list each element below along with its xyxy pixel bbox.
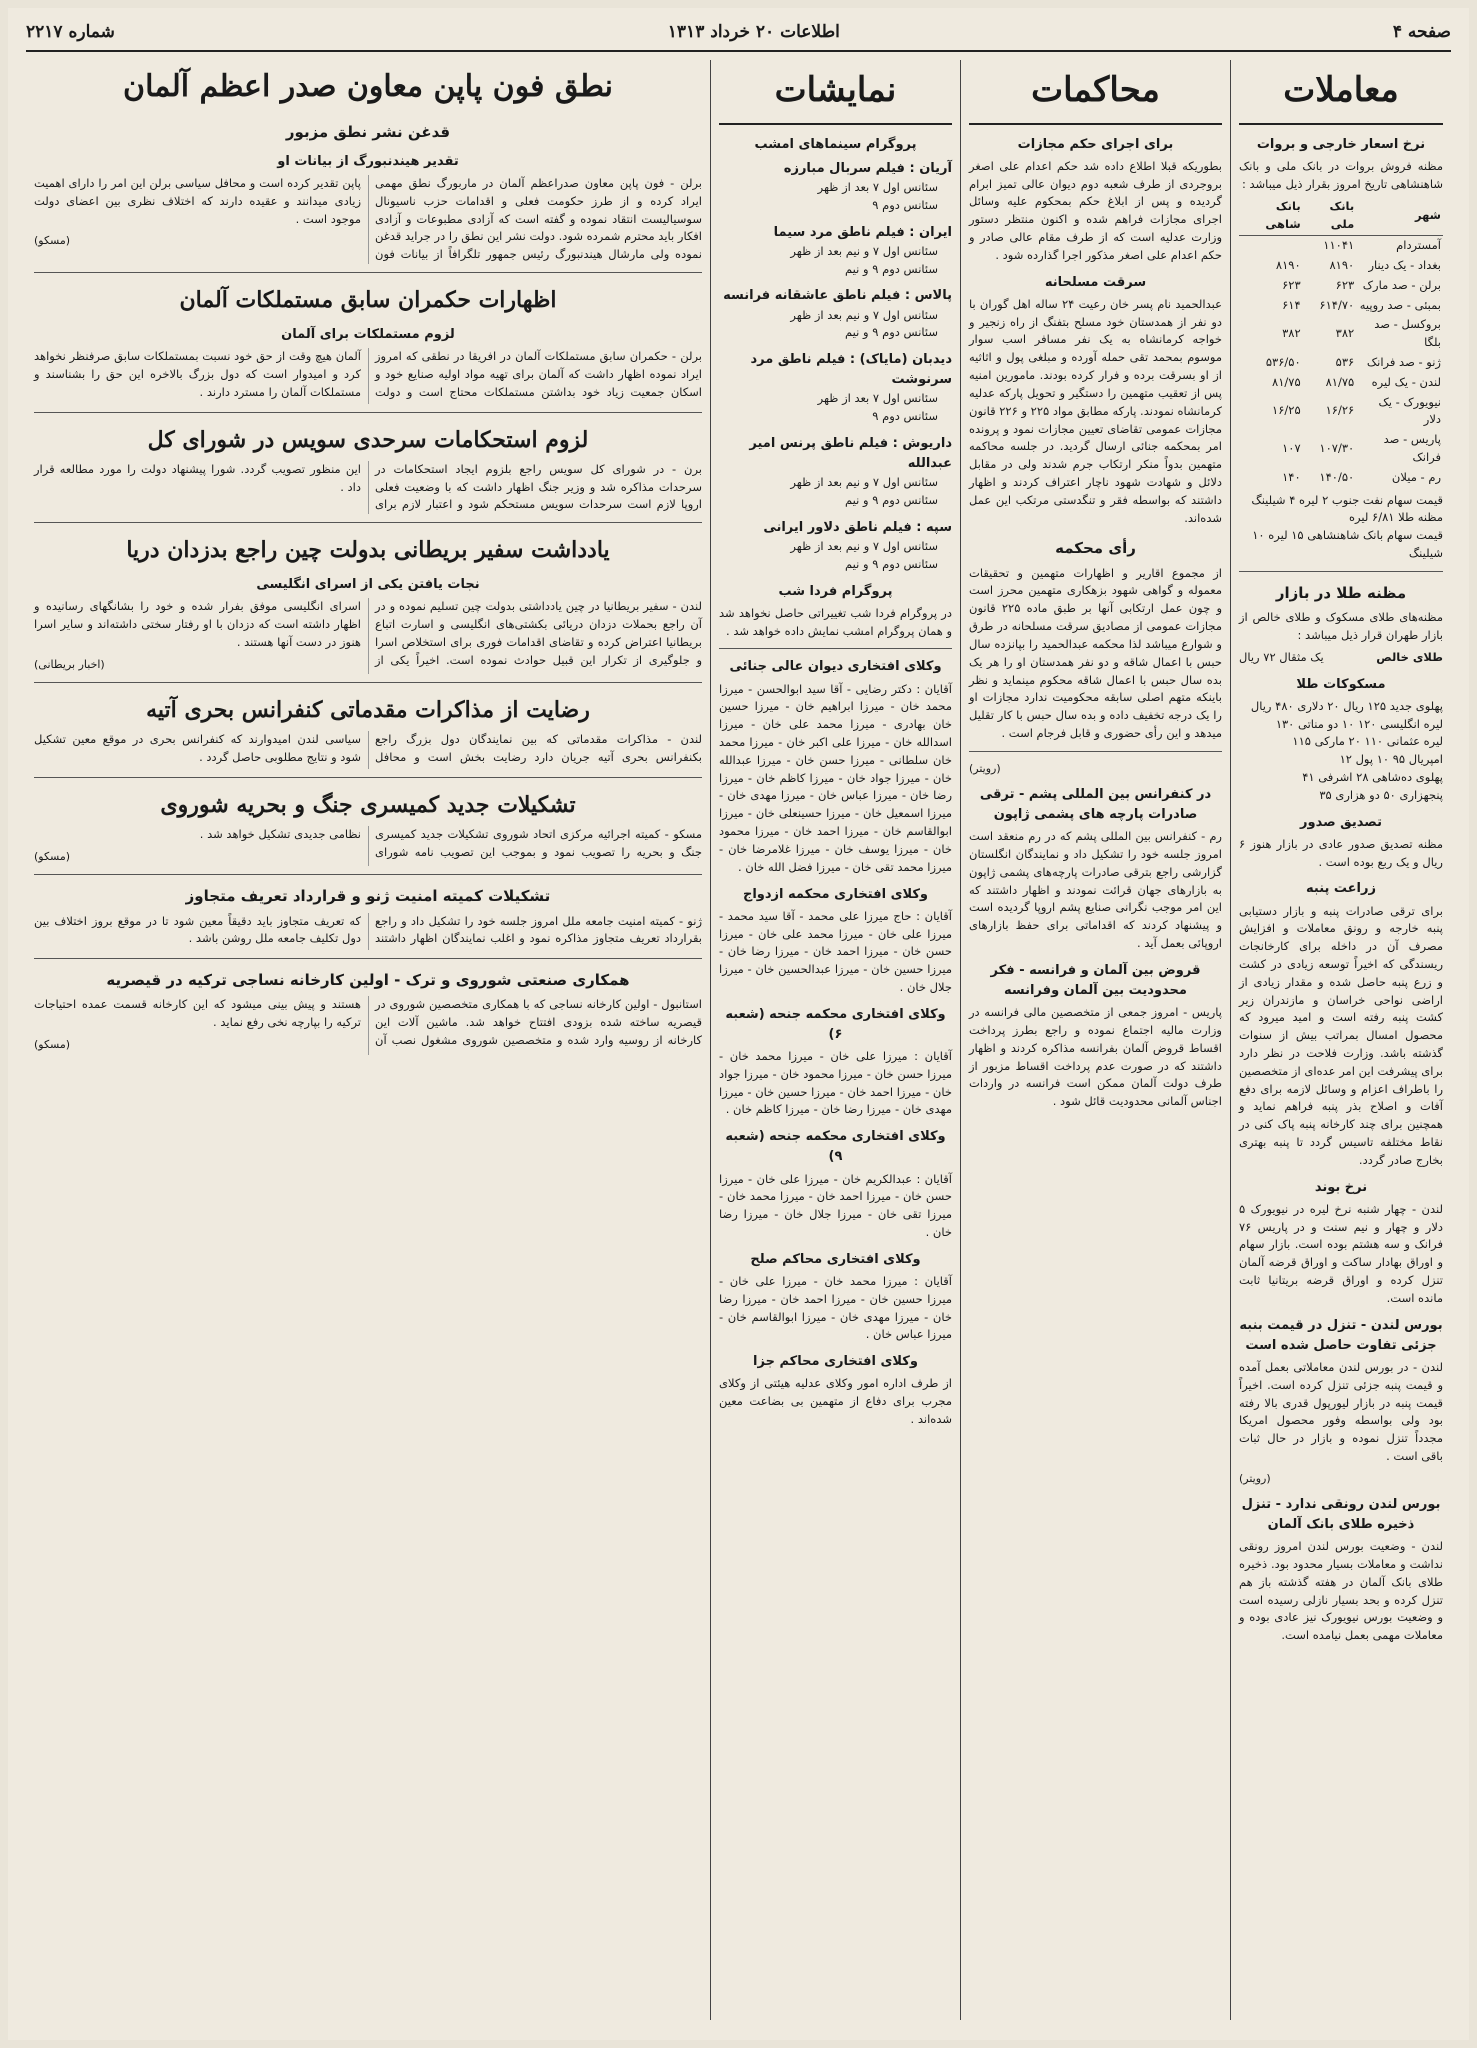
tomorrow-title: پروگرام فردا شب — [778, 583, 893, 599]
pure-gold-line: یک مثقال ۷۲ ریال — [1239, 649, 1324, 664]
colonies-sub: لزوم مستملکات برای آلمان — [281, 327, 455, 343]
naval-body — [34, 731, 702, 769]
gold-intro: مظنه‌های طلای مسکوک و طلای خالص از بازار طهران قرار ذیل میباشد : — [1239, 610, 1443, 642]
export-title: تصدیق صدور — [1300, 814, 1382, 830]
newspaper-page — [8, 8, 1469, 2040]
fx-cell: ۱۴۰ — [1282, 469, 1301, 484]
fx-cell: بغداد - یک دینار — [1368, 257, 1441, 272]
fx-cell: ۵۳۶/۵۰ — [1265, 354, 1301, 369]
commissariat-title: تشکیلات جدید کمیسری جنگ و بحریه شوروی — [160, 791, 576, 818]
bonds-text: لندن - چهار شنبه نرخ لیره در نیویورک ۵ دلار و چهار و نیم سنت و در پاریس ۷۶ فرانک و سه هشتم بوده است. بازار سهام و اوراق بهادار ساکت و اوراق قرضه آلمان تنزل کرده و اوراق قرضه بریتانیا ثابت مانده است. — [1239, 1201, 1443, 1305]
marriage-title: وکلای افتخاری محکمه ازدواج — [742, 886, 929, 902]
cinema-name: آریان : فیلم سربال مبارزه — [783, 160, 952, 176]
fx-cell: ۶۲۳ — [1335, 277, 1355, 292]
soviet-title: همکاری صنعتی شوروی و ترک - اولین کارخانه نساجی ترکیه در قیصریه — [106, 971, 630, 990]
fx-row — [1239, 315, 1443, 353]
fx-header-cell: بانک شاهی — [1239, 197, 1303, 235]
fx-cell: رم - میلان — [1391, 469, 1441, 484]
commissariat-body — [34, 826, 702, 866]
export-text: مظنه تصدیق صدور عادی در بازار هنوز ۶ ریال و یک ربع بوده است . — [1239, 836, 1443, 869]
coins-list — [1239, 698, 1443, 805]
japan-text: ژنو - کمیته امنیت جامعه ملل امروز جلسه خود را تشکیل داد و راجع بقرارداد تعریف متجاوز مذاکره نمود و اغلب نمایندگان اظهار داشتند که تعریف متجاوز باید دقیقاً معین شود تا در موقع بروز اختلاف بین دول تکلیف جامعه ملل روشن باشد . — [34, 913, 702, 946]
coin-line: لیره انگلیسی ۱۲۰ ۱۰ دو مناتی ۱۳۰ — [1275, 716, 1443, 731]
branch9-title: وکلای افتخاری محکمه جنحه (شعبه ۹) — [725, 1129, 946, 1165]
robbery-text: عبدالحمید نام پسر خان رعیت ۲۴ ساله اهل گوران با دو نفر از همدستان خود مسلح بتفنگ از راه زنجیر و خواجه کرمانشاه به یک نفر مسافر اسب سوار موسوم بمحمد تقی حمله آورده و مبلغی پول و اثاثیه از او بسرقت برده و فرار کرده بودند. مامورین امنیه پس از تعقیب متهمین را دستگیر و تحویل پارکه عدلیه کرمانشاه نمودند. پارکه مطابق مواد ۲۲۵ و ۲۲۶ قانون مجازات عمومی تقاضای تعیین مجازات نمود و پرونده امر بمحکمه جنائی ارسال گردید. در جلسه محاکمه متهمین بدواً منکر ارتکاب جرم شدند ولی در مقابل دلائل و شهادت شهود ناچار اعتراف کردند و اظهار داشتند که بواسطه فقر و تنگدستی مرتکب این عمل شده‌اند. — [969, 296, 1222, 525]
naval-title: رضایت از مذاکرات مقدماتی کنفرانس بحری آتیه — [146, 697, 590, 724]
exec-title: برای اجرای حکم مجازات — [1017, 136, 1174, 152]
column-transactions — [1231, 60, 1451, 2020]
cinema-session: سئانس اول ۷ و نیم بعد از ظهر — [790, 307, 938, 322]
wool-conf-text: رم - کنفرانس بین المللی پشم که در رم منعقد است امروز جلسه خود را تشکیل داد و نمایندگان انگلستان گزارشی راجع بترقی صادرات پارچه‌های پشمی ژاپون به بازارهای جهان قرائت نمودند و اظهار داشتند که این امر موجب نگرانی صنایع پشم اروپا گردیده است و پیشنهاد کردند که اقداماتی برای حفظ بازارهای اروپائی بعمل آید . — [969, 829, 1222, 950]
bourse-text: لندن - در بورس لندن معاملاتی بعمل آمده و قیمت پنبه جزئی تنزل کرده است. اخیراً قیمت پنبه در بازار لیورپول قدری بالا رفته بود ولی بواسطه وفور محصول امریکا مجدداً تنزل نموده و بازار در حال ثبات باقی است . — [1239, 1359, 1443, 1464]
note-text: لندن - سفیر بریطانیا در چین یادداشتی بدولت چین تسلیم نموده و در آن راجع بحملات دزدان دریائی بکشتی‌های انگلیسی و اسارت اتباع بریطانیا اعتراض کرده و تقاضای اقدامات فوری برای استخلاص اسرا و جلوگیری از تکرار این قبیل حوادث نموده است. اخیراً یکی از اسرای انگلیسی موفق بفرار شده و خود را بشانگهای رسانیده و اظهار داشته است که دزدان با او رفتار سختی داشته‌اند و سایر اسرا هنوز در دست آنها هستند . — [34, 599, 702, 667]
cinema-name: سپه : فیلم ناطق دلاور ایرانی — [763, 519, 952, 535]
cinema-item — [719, 434, 952, 510]
bonds-title: نرخ بوند — [1314, 1179, 1368, 1195]
transactions-title: معاملات — [1239, 64, 1443, 125]
column-courts — [961, 60, 1231, 2020]
cinema-session: سئانس دوم ۹ — [872, 409, 938, 424]
coin-line: پنجهزاری ۵۰ دو هزاری ۳۵ — [1319, 787, 1443, 802]
column-shows — [711, 60, 961, 2020]
exec-text: بطوریکه قبلا اطلاع داده شد حکم اعدام علی اصغر بروجردی از طرف شعبه دوم دیوان عالی تمیز ابرام گردیده و پس از ابلاغ حکم بمحکوم علیه وسائل اجرای مجازات فراهم شده و اکنون منتظر دستور وزارت عدلیه است که از طرف مقام عالی صادر و حکم اعدام علی اصغر مذکور اجرا گذارده شود . — [969, 158, 1222, 262]
robbery-title: سرقت مسلحانه — [1044, 274, 1147, 290]
reichsbank-text: لندن - وضعیت بورس لندن امروز رونقی نداشت و معاملات بسیار محدود بود. ذخیره طلای بانک آلمان در هفته گذشته باز هم تنزل کرده و بحد بسیار نازلی رسیده است و وضعیت بورس نیویورک نیز عادی بوده و معاملات مهمی بعمل نیامده است. — [1239, 1539, 1443, 1643]
cinema-session: سئانس اول ۷ بعد از ظهر — [817, 179, 938, 194]
cass-title: وکلای افتخاری محاکم جزا — [753, 1354, 918, 1370]
fx-row — [1239, 256, 1443, 276]
rate-note: قیمت سهام بانک شاهنشاهی ۱۵ لیره ۱۰ شیلینگ — [1252, 528, 1443, 561]
cass-text: از طرف اداره امور وکلای عدلیه هیئتی از وکلای مجرب برای دفاع از متهمین بی بضاعت معین شده‌اند . — [719, 1376, 952, 1426]
cinema-item — [719, 223, 952, 279]
japan-body — [34, 913, 702, 951]
colonies-title: اظهارات حکمران سابق مستملکات آلمان — [179, 286, 557, 313]
loans-text: پاریس - امروز جمعی از متخصصین مالی فرانسه در وزارت مالیه اجتماع نموده و راجع بطرز پرداخت اقساط قروض آلمان بفرانسه مذاکره کردند و اظهار داشتند که در صورت عدم پرداخت اقساط مزبور از طرف دولت آلمان ممکن است فرانسه در واردات اجناس آلمانی محدودیت قائل شود . — [969, 1005, 1222, 1109]
cotton-text: برای ترقی صادرات پنبه و بازار دستیابی پنبه خارجه و رونق معاملات و افزایش مصرف آن در داخله برای کارخانجات ریسندگی که اخیراً توسعه زیادی در کشت و زرع پنبه حاصل شده و مقدار زیادی از اراضی نواحی خراسان و مازندران زیر کشت پنبه رفته است و امید میرود که محصول امسال بمراتب بیش از سنوات گذشته باشد. وزارت فلاحت در نظر دارد برای پیشرفت این امر عده‌ای از متخصصین را باطراف اعزام و وسائل لازمه برای دفع آفات و اصلاح بذر پنبه فراهم نماید و همچنین برای چند کارخانه پنبه پاک کنی در نقاط مختلفه تاسیس گردد تا پنبه بهتری بخارج صادر گردد. — [1239, 903, 1443, 1167]
fx-row — [1239, 468, 1443, 488]
gold-title: مظنه طلا در بازار — [1275, 583, 1407, 602]
fx-cell: نیویورک - یک دلار — [1378, 394, 1441, 427]
coin-line: لیره عثمانی ۱۱۰ ۲۰ مارکی ۱۱۵ — [1292, 734, 1443, 749]
verdict-title: رأی محکمه — [1055, 539, 1136, 558]
cinema-name: دیدبان (مایاک) : فیلم ناطق مرد سرنوشت — [750, 352, 952, 388]
cinema-session: سئانس اول ۷ و نیم بعد از ظهر — [790, 243, 938, 258]
peace-title: وکلای افتخاری محاکم صلح — [750, 1251, 921, 1267]
fx-cell: ۱۴۰/۵۰ — [1319, 469, 1355, 484]
soviet-text: استانبول - اولین کارخانه نساجی که با همکاری متخصصین شوروی در قیصریه ساخته شده بزودی افتتاح خواهد شد. ماشین آلات این کارخانه از روسیه وارد شده و متخصصین شوروی مشغول نصب آن هستند و پیش بینی میشود که این کارخانه قسمت عمده احتیاجات ترکیه را بپارچه نخی رفع نماید . — [34, 997, 702, 1048]
coins-title: مسکوکات طلا — [1296, 676, 1386, 692]
rate-note: قیمت سهام نفت جنوب ۲ لیره ۴ شیلینگ — [1251, 492, 1443, 507]
fx-cell: ۸۱/۷۵ — [1272, 374, 1301, 389]
papen-text: برلن - فون پاپن معاون صدراعظم آلمان در ماربورگ نطق مهمی ایراد کرده و از طرز حکومت فعلی و اقدامات حزب ناسیونال سوسیالیست انتقاد نموده و گفته است که آزادی مطبوعات و آزادی افکار باید محترم شمرده شود. دولت نشر این نطق را در جراید قدغن نموده ولی مارشال هیندنبورگ رئیس جمهور تلگرافاً از بیانات فون پاپن تقدیر کرده است و محافل سیاسی برلن این امر را دارای اهمیت زیادی میدانند و عقیده دارند که اختلاف نظری بین اعضای دولت موجود است . — [34, 175, 702, 262]
bourse-title: بورس لندن - تنزل در قیمت بنبه جزئی تفاوت حاصل شده است — [1239, 1317, 1443, 1353]
verdict-text: از مجموع اقاریر و اظهارات متهمین و تحقیقات معموله و گواهی شهود بزهکاری متهمین محرز است و چون عمل ارتکابی آنها بر طبق ماده ۲۲۵ قانون مجازات عمومی از مصادیق سرقت مسلحانه در طرق و شوارع میباشد لذا محکمه عبدالحمید را بپانزده سال حبس با اعمال شاقه و دو نفر همدستان او را هر یک بده سال حبس با اعمال شاقه محکوم مینماید و نظر باینکه متهم اصلی سابقه محکومیت ندارد مجازات او را یک درجه تخفیف داده و بده سال حبس با کار تقلیل میدهد و این رأی حضوری و قابل فرجام است . — [969, 565, 1222, 740]
naval-text: لندن - مذاکرات مقدماتی که بین نمایندگان دول بزرگ راجع بکنفرانس بحری آتیه جریان دارد رضایت بخش است و محافل سیاسی لندن امیدوارند که کنفرانس بحری در موقع معین تشکیل شود و نتایج مطلوبی حاصل گردد . — [34, 732, 702, 765]
coin-line: پهلوی ده‌شاهی ۲۸ اشرفی ۴۱ — [1302, 769, 1443, 784]
fx-cell: ۵۳۶ — [1335, 354, 1355, 369]
lawyers-text: آقایان : دکتر رضایی - آقا سید ابوالحسن - میرزا محمد خان - میرزا ابراهیم خان - میرزا حسین خان بهادری - میرزا محمد علی خان - میرزا اسدالله خان - میرزا علی اکبر خان - میرزا محمد خان سلطانی - میرزا حسن خان - میرزا عبدالله خان - میرزا جواد خان - میرزا کاظم خان - میرزا رضا خان - میرزا عباس خان - میرزا مهدی خان - میرزا اسمعیل خان - میرزا حسینعلی خان - میرزا ابوالقاسم خان - میرزا احمد خان - میرزا محمود خان - میرزا یوسف خان - میرزا غلامرضا خان - میرزا محمد تقی خان - میرزا فضل الله خان . — [719, 681, 952, 874]
marriage-text: آقایان : حاج میرزا علی محمد - آقا سید محمد - میرزا علی خان - میرزا محمد علی خان - میرزا حسن خان - میرزا احمد خان - میرزا رضا خان - میرزا حسین خان - میرزا عبدالحسین خان - میرزا جلال خان . — [719, 908, 952, 994]
commissariat-sign: (مسکو) — [34, 849, 71, 863]
fx-cell: ۸۱/۷۵ — [1325, 374, 1355, 389]
cinema-session: سئانس دوم ۹ و نیم — [845, 556, 938, 571]
fx-row — [1239, 236, 1443, 256]
reichsbank-title: بورس لندن رونقی ندارد - تنزل ذخیره طلای بانک آلمان — [1241, 1496, 1441, 1533]
masthead — [26, 14, 1451, 52]
fx-cell: لندن - یک لیره — [1371, 374, 1441, 389]
fx-cell: ۱۰۷/۳۰ — [1319, 441, 1355, 456]
cinema-item — [719, 518, 952, 574]
cinema-session: سئانس اول ۷ و نیم بعد از ظهر — [790, 475, 938, 490]
commissariat-text: مسکو - کمیته اجرائیه مرکزی اتحاد شوروی تشکیلات جدید کمیسری جنگ و بحریه را تصویب نمود و بموجب این تصویب نامه شورای نظامی جدیدی تشکیل خواهد شد . — [199, 827, 702, 859]
wool-conf-title: در کنفرانس بین المللی پشم - ترقی صادرات پارچه های پشمی ژاپون — [979, 786, 1212, 822]
soviet-body — [34, 996, 702, 1054]
fx-cell: بروکسل - صد بلگا — [1374, 317, 1441, 350]
cinema-program-title: پروگرام سینماهای امشب — [754, 136, 917, 152]
papen-sign: (مسکو) — [34, 234, 71, 248]
courts-title: محاکمات — [969, 64, 1222, 125]
note-body — [34, 598, 702, 674]
fx-cell: ۸۱۹۰ — [1329, 257, 1355, 272]
branch9-text: آقایان : عبدالکریم خان - میرزا علی خان - میرزا حسن خان - میرزا احمد خان - میرزا محمد خان - میرزا تقی خان - میرزا جلال خان - میرزا رضا خان . — [719, 1171, 952, 1239]
courts-sign: (رویتر) — [969, 761, 1001, 775]
colonies-text: برلن - حکمران سابق مستملکات آلمان در افریقا در نطقی که امروز ایراد نموده اظهار داشت که آلمان برای تهیه مواد اولیه صنایع خود و اسکان جمعیت زیاد خود بداشتن مستملکات محتاج است و دولت آلمان هیچ وقت از حق خود نسبت بمستملکات سابق صرفنظر نخواهد کرد و امیدوار است که دول بزرگ بالاخره این حق را بشناسند و مستملکات آلمان را مسترد دارند . — [34, 349, 702, 399]
fx-cell: ۱۰۷ — [1282, 441, 1301, 456]
cinema-name: ایران : فیلم ناطق مرد سیما — [773, 224, 952, 240]
rate-note: مظنه طلا ۶/۸۱ لیره — [1349, 510, 1443, 525]
cinema-name: داریوش : فیلم ناطق پرنس امیر عبدالله — [749, 436, 952, 472]
page-number: صفحه ۴ — [1392, 22, 1451, 42]
cotton-title: زراعت پنبه — [1306, 881, 1376, 897]
note-sub: نجات یافتن یکی از اسرای انگلیسی — [256, 577, 480, 593]
fx-heading: نرخ اسعار خارجی و بروات — [1256, 136, 1426, 152]
fx-cell: ۸۱۹۰ — [1275, 257, 1301, 272]
papen-title: نطق فون پاپن معاون صدر اعظم آلمان — [123, 69, 613, 104]
fx-row — [1239, 296, 1443, 316]
fx-cell: ۱۶/۲۵ — [1272, 403, 1301, 418]
branch6-text: آقایان : میرزا علی خان - میرزا محمد خان - میرزا حسن خان - میرزا محمود خان - میرزا جواد خان - میرزا احمد خان - میرزا حسین خان - میرزا مهدی خان - میرزا رضا خان - میرزا کاظم خان . — [719, 1049, 952, 1117]
cinema-item — [719, 159, 952, 215]
japan-title: تشکیلات کمیته امنیت ژنو و قرارداد تعریف متجاوز — [185, 887, 551, 906]
cinema-session: سئانس دوم ۹ و نیم — [845, 493, 938, 508]
swiss-body — [34, 461, 702, 514]
swiss-text: برن - در شورای کل سویس راجع بلزوم ایجاد استحکامات در سرحدات مذاکره شد و وزیر جنگ اظهار داشت که با وضعیت فعلی اروپا لازم است سرحدات سویس مستحکم شود و اعتبار لازم برای این منظور تصویب گردد. شورا پیشنهاد دولت را مورد مطالعه قرار داد . — [34, 461, 702, 512]
fx-cell: ۶۲۳ — [1282, 277, 1301, 292]
bourse-sign: (رویتر) — [1239, 1471, 1271, 1485]
cinema-session: سئانس دوم ۹ — [872, 197, 938, 212]
fx-cell: ۳۸۲ — [1335, 326, 1355, 341]
coin-line: امپریال ۹۵ ۱۰ پول ۱۲ — [1339, 752, 1443, 767]
fx-header-cell: شهر — [1356, 197, 1443, 235]
fx-row — [1239, 276, 1443, 296]
branch6-title: وکلای افتخاری محکمه جنحه (شعبه ۶) — [725, 1006, 946, 1042]
fx-intro: مظنه فروش بروات در بانک ملی و بانک شاهنشاهی تاریخ امروز بقرار ذیل میباشد : — [1239, 158, 1443, 191]
fx-row — [1239, 430, 1443, 468]
fx-row — [1239, 373, 1443, 393]
paper-date: اطلاعات ۲۰ خرداد ۱۳۱۳ — [667, 22, 840, 42]
cinema-item — [719, 286, 952, 342]
colonies-body — [34, 348, 702, 403]
papen-body — [34, 175, 702, 264]
fx-cell — [1239, 236, 1303, 256]
note-sign: (اخبار بریطانی) — [34, 657, 105, 671]
fx-row — [1239, 353, 1443, 373]
coin-line: پهلوی جدید ۱۲۵ ریال ۲۰ دلاری ۴۸۰ ریال — [1250, 698, 1443, 713]
shows-title: نمایشات — [719, 64, 952, 125]
loans-title: قروض بین آلمان و فرانسه - فکر محدودیت بین آلمان وفرانسه — [990, 962, 1201, 998]
cinema-session: سئانس دوم ۹ و نیم — [845, 261, 938, 276]
column-news — [26, 60, 711, 2020]
fx-cell: ژنو - صد فرانک — [1366, 354, 1441, 369]
tomorrow-text: در پروگرام فردا شب تغییراتی حاصل نخواهد شد و همان پروگرام امشب نمایش داده خواهد شد . — [719, 605, 952, 638]
fx-header-cell: بانک ملی — [1303, 197, 1357, 235]
columns — [26, 60, 1451, 2020]
pure-gold — [1239, 649, 1443, 667]
cinema-session: سئانس اول ۷ و نیم بعد از ظهر — [790, 539, 938, 554]
fx-cell: برلن - صد مارک — [1362, 277, 1441, 292]
fx-cell: پاریس - صد فرانک — [1383, 432, 1441, 465]
swiss-title: لزوم استحکامات سرحدی سویس در شورای کل — [147, 426, 589, 453]
fx-cell: ۱۶/۲۶ — [1325, 403, 1355, 418]
papen-sub2: تقدیر هیندنبورگ از بیانات او — [277, 153, 459, 169]
peace-text: آقایان : میرزا محمد خان - میرزا علی خان - میرزا حسین خان - میرزا احمد خان - میرزا رضا خان - میرزا مهدی خان - میرزا ابوالقاسم خان - میرزا عباس خان . — [719, 1273, 952, 1342]
cinema-name: پالاس : فیلم ناطق عاشقانه فرانسه — [723, 288, 952, 304]
fx-cell: آمستردام — [1396, 238, 1441, 253]
cinema-list — [719, 159, 952, 574]
rate-notes — [1239, 492, 1443, 563]
issue-number: شماره ۲۲۱۷ — [26, 22, 115, 42]
papen-sub1: قدغن نشر نطق مزبور — [285, 122, 451, 141]
fx-cell: ۱۱۰۴۱ — [1323, 238, 1355, 253]
note-title: یادداشت سفیر بریطانی بدولت چین راجع بدزدان دریا — [126, 537, 610, 564]
pure-gold-title: طلای خالص — [1376, 649, 1443, 664]
fx-cell: بمبئی - صد روپیه — [1359, 297, 1441, 312]
cinema-session: سئانس اول ۷ بعد از ظهر — [817, 391, 938, 406]
fx-cell: ۶۱۴/۷۰ — [1319, 297, 1355, 312]
fx-cell: ۳۸۲ — [1282, 326, 1301, 341]
cinema-item — [719, 350, 952, 426]
fx-cell: ۶۱۴ — [1282, 297, 1301, 312]
fx-row — [1239, 393, 1443, 431]
fx-table — [1239, 197, 1443, 487]
soviet-sign: (مسکو) — [34, 1038, 71, 1052]
lawyers-title: وکلای افتخاری دیوان عالی جنائی — [729, 659, 942, 675]
cinema-session: سئانس دوم ۹ و نیم — [845, 325, 938, 340]
